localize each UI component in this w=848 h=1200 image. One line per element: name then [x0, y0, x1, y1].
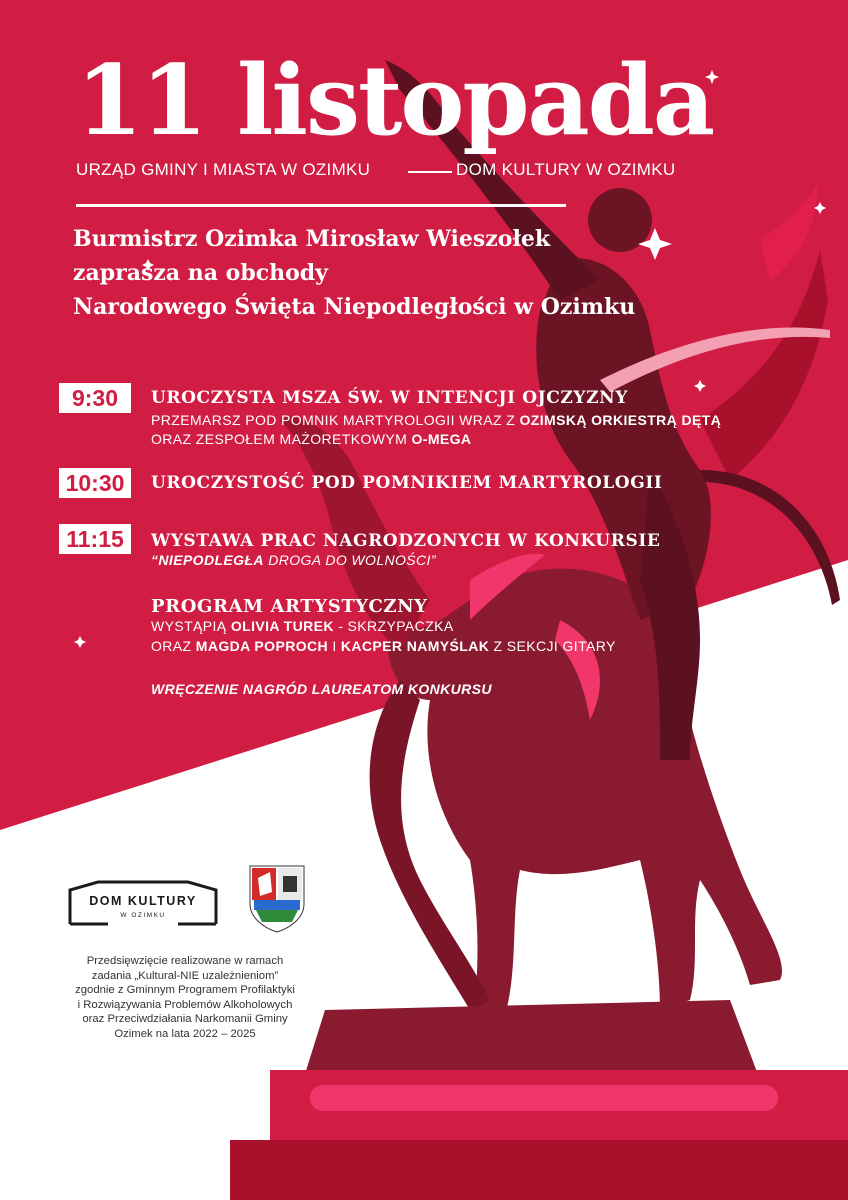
invitation-line: zaprasza na obchody: [73, 260, 328, 286]
org-connector-line: [408, 171, 452, 173]
pedestal-stripe: [310, 1085, 778, 1111]
logo-text: DOM KULTURY: [89, 894, 197, 908]
program-line: [151, 636, 616, 656]
funding-note: [50, 954, 320, 1041]
dom-kultury-logo: [68, 880, 218, 926]
performer-name: KACPER NAMYŚLAK: [340, 638, 490, 654]
program-text: I: [328, 638, 341, 654]
funding-line: oraz Przeciwdziałania Narkomanii Gminy: [82, 1013, 288, 1025]
event-highlight: O-MEGA: [411, 431, 472, 447]
time-badge: 10:30: [59, 468, 131, 498]
performer-name: MAGDA POPROCH: [195, 638, 329, 654]
funding-line: zadania „Kultural-NIE uzależnieniom”: [91, 969, 279, 982]
event-title: WYSTAWA PRAC NAGRODZONYCH W KONKURSIE: [151, 531, 661, 551]
program-title: PROGRAM ARTYSTYCZNY: [151, 596, 428, 617]
page-title: 11 listopada: [76, 44, 714, 157]
event-text: ORAZ ZESPOŁEM MAŻORETKOWYM: [151, 431, 412, 447]
program-text: Z SEKCJI GITARY: [489, 638, 616, 654]
event-text: DROGA DO WOLNOŚCI”: [263, 552, 436, 568]
program-text: WYSTĄPIĄ: [151, 618, 231, 634]
funding-line: i Rozwiązywania Problemów Alkoholowych: [77, 998, 293, 1011]
organizer-right: DOM KULTURY W OZIMKU: [456, 160, 676, 179]
event-description: [151, 410, 721, 430]
funding-line: Przedsięwzięcie realizowane w ramach: [86, 955, 284, 967]
program-line: [151, 616, 454, 636]
organizer-left: URZĄD GMINY I MIASTA W OZIMKU: [76, 160, 371, 179]
event-highlight: OZIMSKĄ ORKIESTRĄ DĘTĄ: [519, 412, 722, 428]
invitation-text: [73, 222, 635, 324]
funding-line: Ozimek na lata 2022 – 2025: [114, 1027, 256, 1040]
header-divider: [76, 204, 566, 207]
pedestal-base: [230, 1140, 848, 1200]
funding-line: zgodnie z Gminnym Programem Profilaktyki: [75, 984, 295, 996]
time-badge: 11:15: [59, 524, 131, 554]
time-badge: 9:30: [59, 383, 131, 413]
event-title: UROCZYSTA MSZA ŚW. W INTENCJI OJCZYZNY: [151, 388, 629, 408]
award-line: WRĘCZENIE NAGRÓD LAUREATOM KONKURSU: [151, 681, 492, 697]
logo-subtext: W OZIMKU: [120, 912, 166, 919]
coat-of-arms-icon: [250, 866, 304, 932]
invitation-line: Burmistrz Ozimka Mirosław Wieszołek: [73, 226, 551, 252]
event-text: PRZEMARSZ POD POMNIK MARTYROLOGII WRAZ Z: [151, 412, 520, 428]
event-title: UROCZYSTOŚĆ POD POMNIKIEM MARTYROLOGII: [151, 473, 663, 493]
performer-name: OLIVIA TUREK: [230, 618, 334, 634]
event-description: [151, 550, 436, 570]
program-text: ORAZ: [151, 638, 196, 654]
program-text: - SKRZYPACZKA: [333, 618, 454, 634]
invitation-line: Narodowego Święta Niepodległości w Ozimku: [73, 294, 636, 320]
event-highlight: “NIEPODLEGŁA: [151, 552, 264, 568]
event-description: [151, 429, 471, 449]
